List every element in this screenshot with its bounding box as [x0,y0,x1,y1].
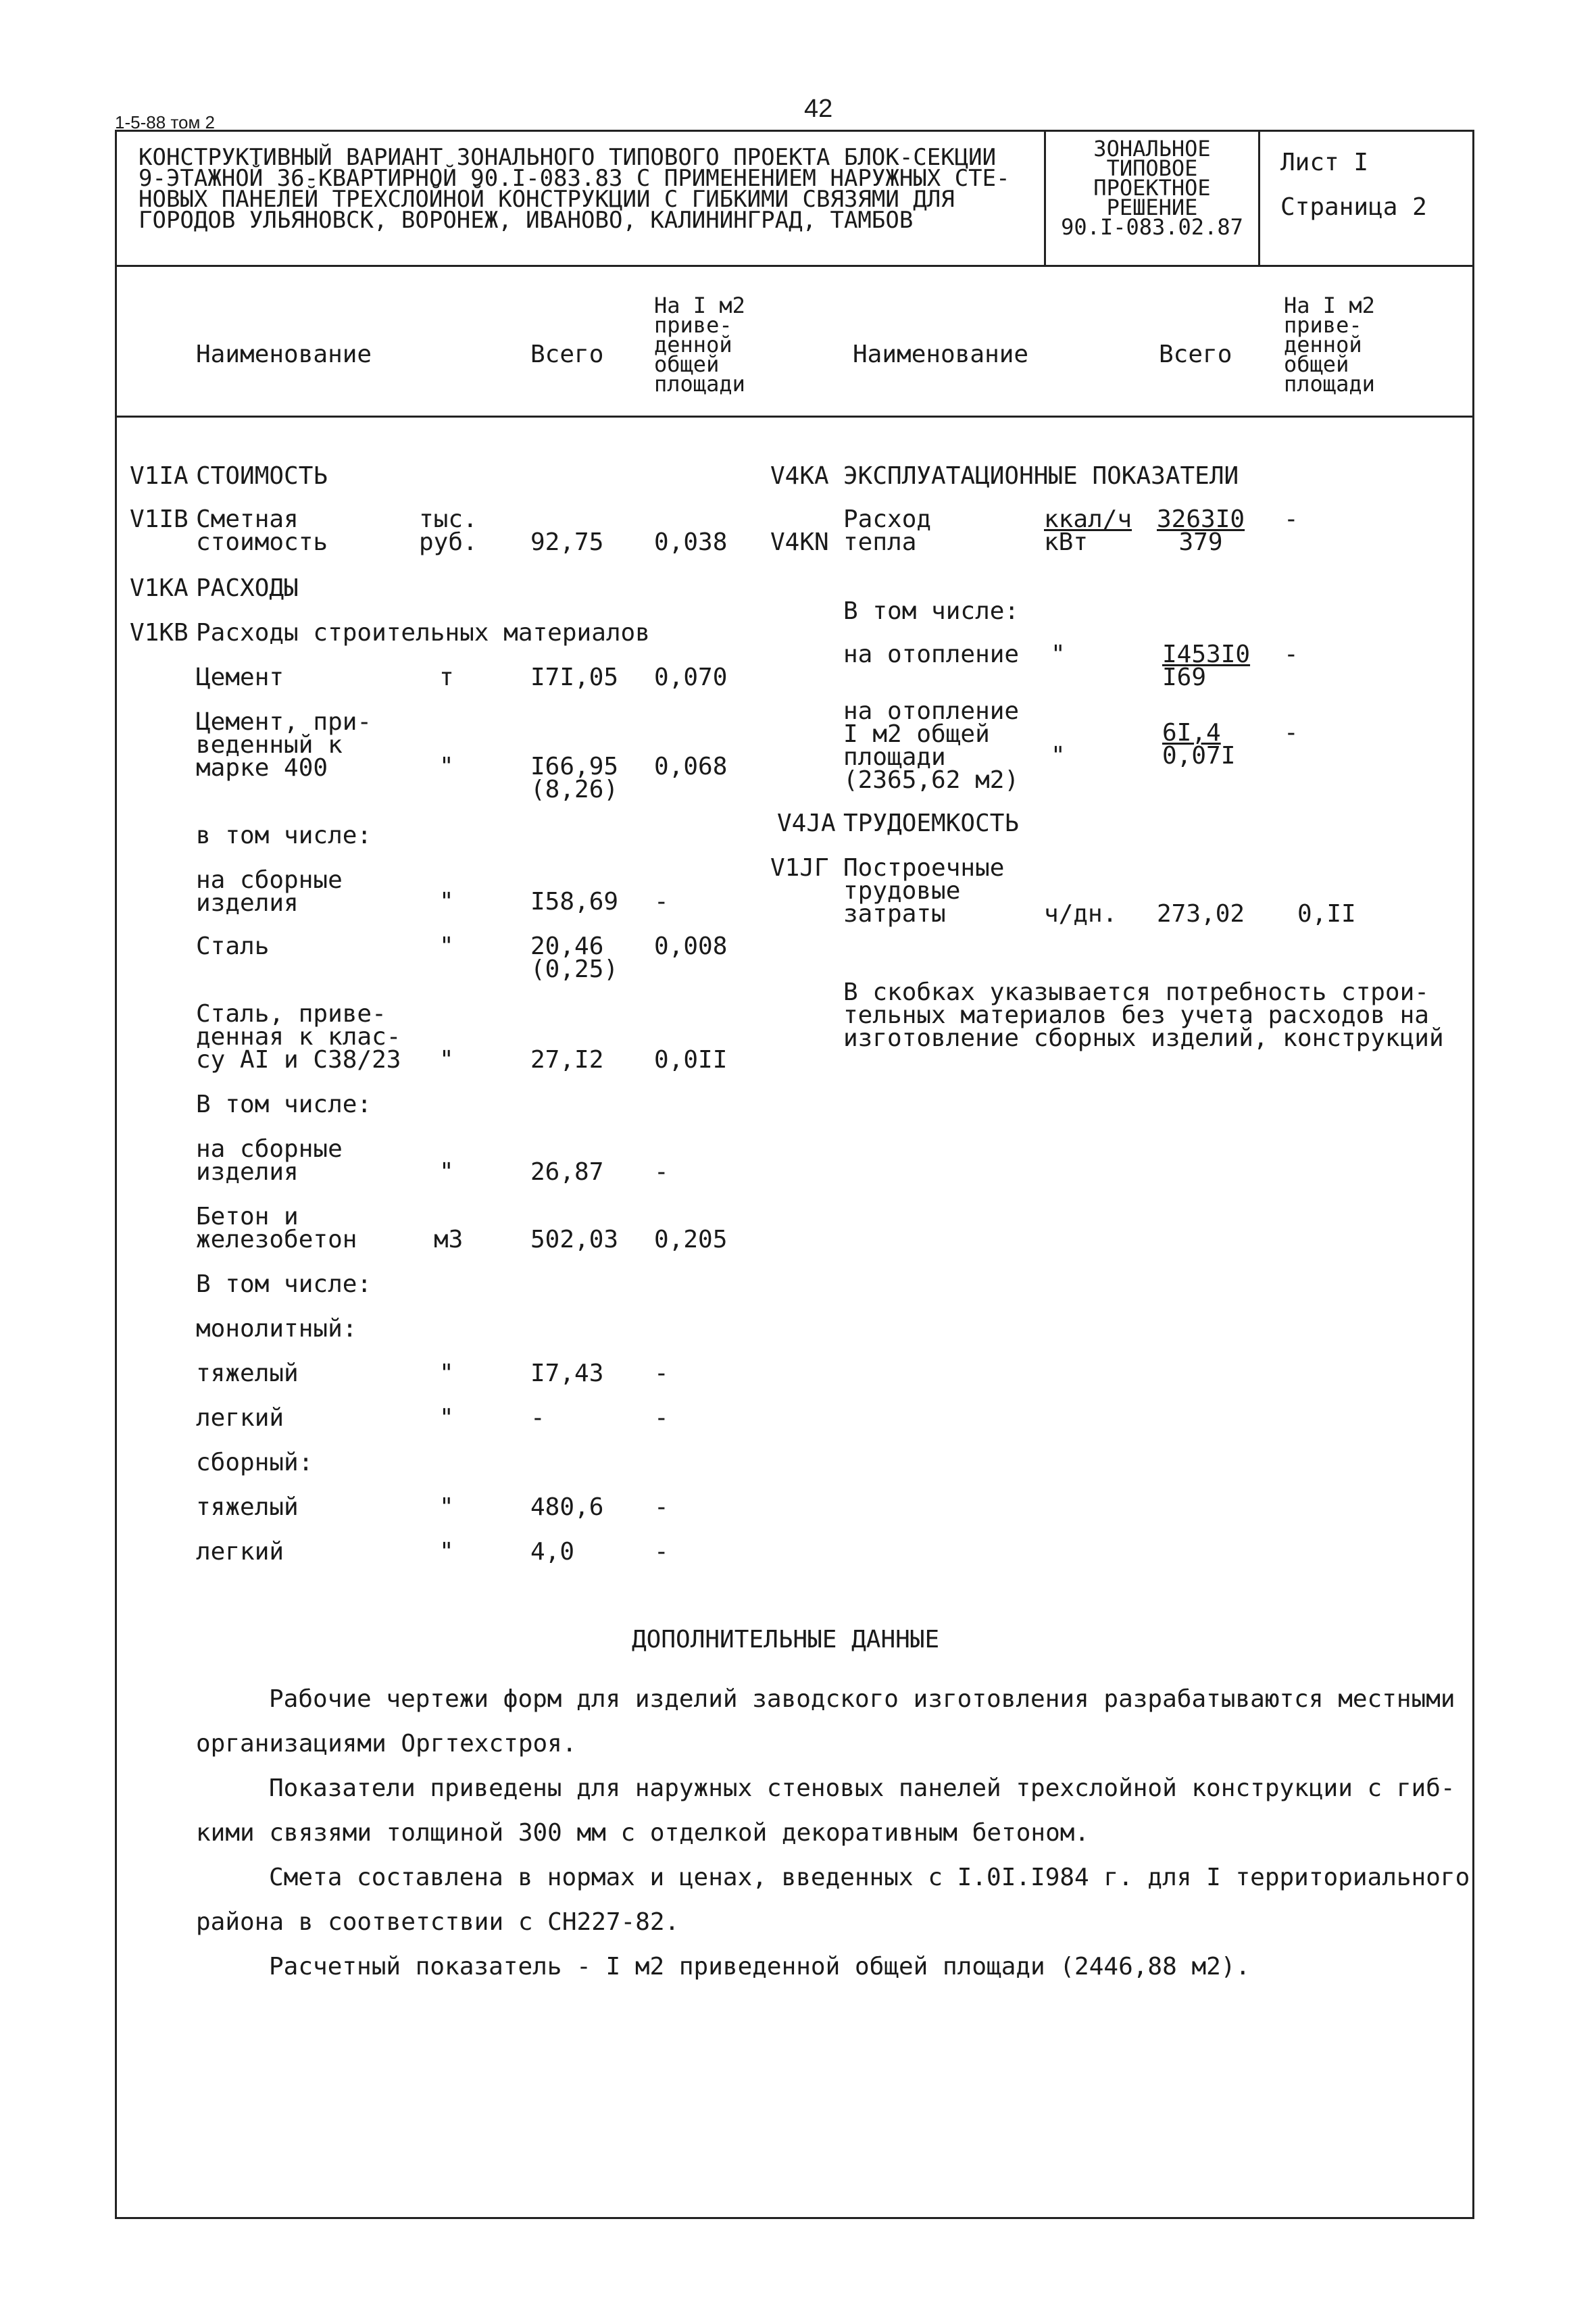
precast1-per-m2: - [654,888,669,916]
section-labor: ТРУДОЕМКОСТЬ [843,810,1020,837]
additional-paragraph-1: Рабочие чертежи форм для изделий заводского изготовления разрабатываются местными организациями Оргтехстроя. [196,1685,1455,1758]
steel-total: 20,46 (0,25) [530,932,619,983]
code-v4kn: V4KN [770,528,829,556]
precast2-per-m2: - [654,1158,669,1186]
mono-light-label: легкий [196,1404,284,1432]
steel-ai-per-m2: 0,0II [654,1046,728,1074]
monolithic-label: монолитный: [196,1315,357,1343]
steel-ai-total: 27,I2 [530,1046,604,1074]
heating-per-m2: - [1284,641,1299,668]
solution-line: РЕШЕНИЕ [1106,195,1198,220]
solution-line: ТИПОВОЕ [1106,155,1198,181]
section-materials: Расходы строительных материалов [196,619,650,647]
page-number: 42 [804,95,833,123]
estimated-cost-unit: тыс. руб. [419,505,478,556]
project-title-line: НОВЫХ ПАНЕЛЕЙ ТРЕХСЛОЙНОЙ КОНСТРУКЦИИ С ГИБКИМИ СВЯЗЯМИ ДЛЯ [139,186,955,213]
cement-unit: т [439,664,454,691]
document-code: 1-5-88 том 2 [115,112,216,132]
solution-line: ПРОЕКТНОЕ [1093,175,1211,201]
steel-per-m2: 0,008 [654,932,728,960]
mono-light-unit: " [439,1404,454,1432]
heat-consumption-total: 3263I0 379 [1157,505,1245,556]
precast1-unit: " [439,888,454,916]
col-header-name: Наименование [196,341,372,368]
code-v4ka: V4KA [770,462,829,490]
cement400-total: I66,95 (8,26) [530,753,619,803]
heat-consumption-per-m2: - [1284,505,1299,533]
heating-m2-unit: " [1051,742,1066,770]
incl-label-2: В том числе: [196,1091,372,1118]
precast2-total: 26,87 [530,1158,604,1186]
concrete-label: Бетон и железобетон [196,1203,357,1253]
project-title-line: ГОРОДОВ УЛЬЯНОВСК, ВОРОНЕЖ, ИВАНОВО, КАЛИНИНГРАД, ТАМБОВ [139,207,914,234]
pre-heavy-unit: " [439,1493,454,1521]
code-v1ka: V1KA [130,574,189,602]
concrete-per-m2: 0,205 [654,1226,728,1253]
pre-light-unit: " [439,1538,454,1566]
section-cost: СТОИМОСТЬ [196,462,328,490]
solution-line: ЗОНАЛЬНОЕ [1093,136,1211,161]
additional-paragraph-4: Расчетный показатель - I м2 приведенной общей площади (2446,88 м2). [269,1953,1251,1981]
col-header-total: Всего [530,341,604,368]
code-v1ia: V1IA [130,462,189,490]
labor-cost-total: 273,02 [1157,900,1245,928]
incl-label-3: В том числе: [196,1270,372,1298]
pre-heavy-total: 480,6 [530,1493,604,1521]
cement-per-m2: 0,070 [654,664,728,691]
steel-label: Сталь [196,932,270,960]
solution-code-block [1049,136,1255,240]
heat-consumption-unit: ккал/ч кВт [1044,505,1132,556]
labor-cost-per-m2: 0,II [1297,900,1356,928]
col-header-total-right: Всего [1159,341,1232,368]
sheet-label: Лист I [1280,149,1369,176]
precast1-total: I58,69 [530,888,619,916]
mono-heavy-label: тяжелый [196,1360,299,1387]
title-block-divider-2 [1258,130,1260,265]
col-header-per-m2: На I м2 приве- денной общей площади [654,293,745,397]
project-title [139,144,1010,234]
heating-m2-total: 6I,4 0,07I [1162,719,1236,770]
estimated-cost-label: Сметная стоимость [196,505,328,556]
heating-unit: " [1051,641,1066,668]
concrete-unit: м3 [434,1226,464,1253]
heating-label: на отопление [843,641,1020,668]
heating-total: I453I0 I69 [1162,641,1251,691]
title-block-divider-1 [1044,130,1046,265]
project-title-line: КОНСТРУКТИВНЫЙ ВАРИАНТ ЗОНАЛЬНОГО ТИПОВОГО ПРОЕКТА БЛОК-СЕКЦИИ [139,144,997,171]
cement-total: I7I,05 [530,664,619,691]
pre-light-total: 4,0 [530,1538,575,1566]
labor-cost-label: Построечные трудовые затраты [843,854,1005,928]
additional-data-heading: ДОПОЛНИТЕЛЬНЫЕ ДАННЫЕ [632,1626,940,1653]
heating-m2-label: на отопление I м2 общей площади (2365,62 м2) [843,697,1020,794]
pre-heavy-per-m2: - [654,1493,669,1521]
solution-code: 90.I-083.02.87 [1061,214,1243,240]
cement400-per-m2: 0,068 [654,753,728,780]
pre-light-per-m2: - [654,1538,669,1566]
steel-ai-label: Сталь, приве- денная к клас- су AI и C38/23 [196,1000,401,1074]
precast2-unit: " [439,1158,454,1186]
prefab-label: сборный: [196,1449,314,1476]
code-v1jg: V1JГ [770,854,829,882]
precast1-label: на сборные изделия [196,866,343,917]
col-header-per-m2-right: На I м2 приве- денной общей площади [1284,293,1375,397]
table-header-rule [115,416,1474,418]
title-block-bottom-rule [115,265,1474,267]
additional-paragraph-3: Смета составлена в нормах и ценах, введенных с I.0I.I984 г. для I территориального района в соответствии с СН227-82. [196,1864,1470,1936]
estimated-cost-per-m2: 0,038 [654,528,728,556]
project-title-line: 9-ЭТАЖНОЙ 36-КВАРТИРНОЙ 90.I-083.83 С ПРИМЕНЕНИЕМ НАРУЖНЫХ СТЕ- [139,165,1010,192]
mono-heavy-unit: " [439,1360,454,1387]
estimated-cost-total: 92,75 [530,528,604,556]
brackets-note: В скобках указывается потребность строи- тельных материалов без учета расходов на изготовление сборных изделий, конструкций [843,978,1444,1052]
code-v1kb: V1KB [130,619,189,647]
pre-light-label: легкий [196,1538,284,1566]
mono-light-total: - [530,1404,545,1432]
additional-paragraph-2: Показатели приведены для наружных стеновых панелей трехслойной конструкции с гиб- кими связями толщиной 300 мм с отделкой декоративным бетоном. [196,1774,1455,1847]
steel-unit: " [439,932,454,960]
steel-ai-unit: " [439,1046,454,1074]
section-expenses: РАСХОДЫ [196,574,299,602]
cement-label: Цемент [196,664,284,691]
pre-heavy-label: тяжелый [196,1493,299,1521]
cement400-unit: " [439,753,454,780]
page-label: Страница 2 [1280,193,1427,221]
mono-heavy-total: I7,43 [530,1360,604,1387]
heating-m2-per-m2: - [1284,719,1299,747]
col-header-name-right: Наименование [853,341,1029,368]
code-v1ib: V1IB [130,505,189,533]
concrete-total: 502,03 [530,1226,619,1253]
section-operational: ЭКСПЛУАТАЦИОННЫЕ ПОКАЗАТЕЛИ [843,462,1239,490]
mono-heavy-per-m2: - [654,1360,669,1387]
labor-cost-unit: ч/дн. [1044,900,1118,928]
precast2-label: на сборные изделия [196,1135,343,1186]
cement400-label: Цемент, при- веденный к марке 400 [196,708,372,782]
heat-consumption-label: Расход тепла [843,505,932,556]
code-v4ja: V4JA [777,810,836,837]
mono-light-per-m2: - [654,1404,669,1432]
incl-label-1: в том числе: [196,822,372,849]
right-incl-label: В том числе: [843,597,1020,625]
